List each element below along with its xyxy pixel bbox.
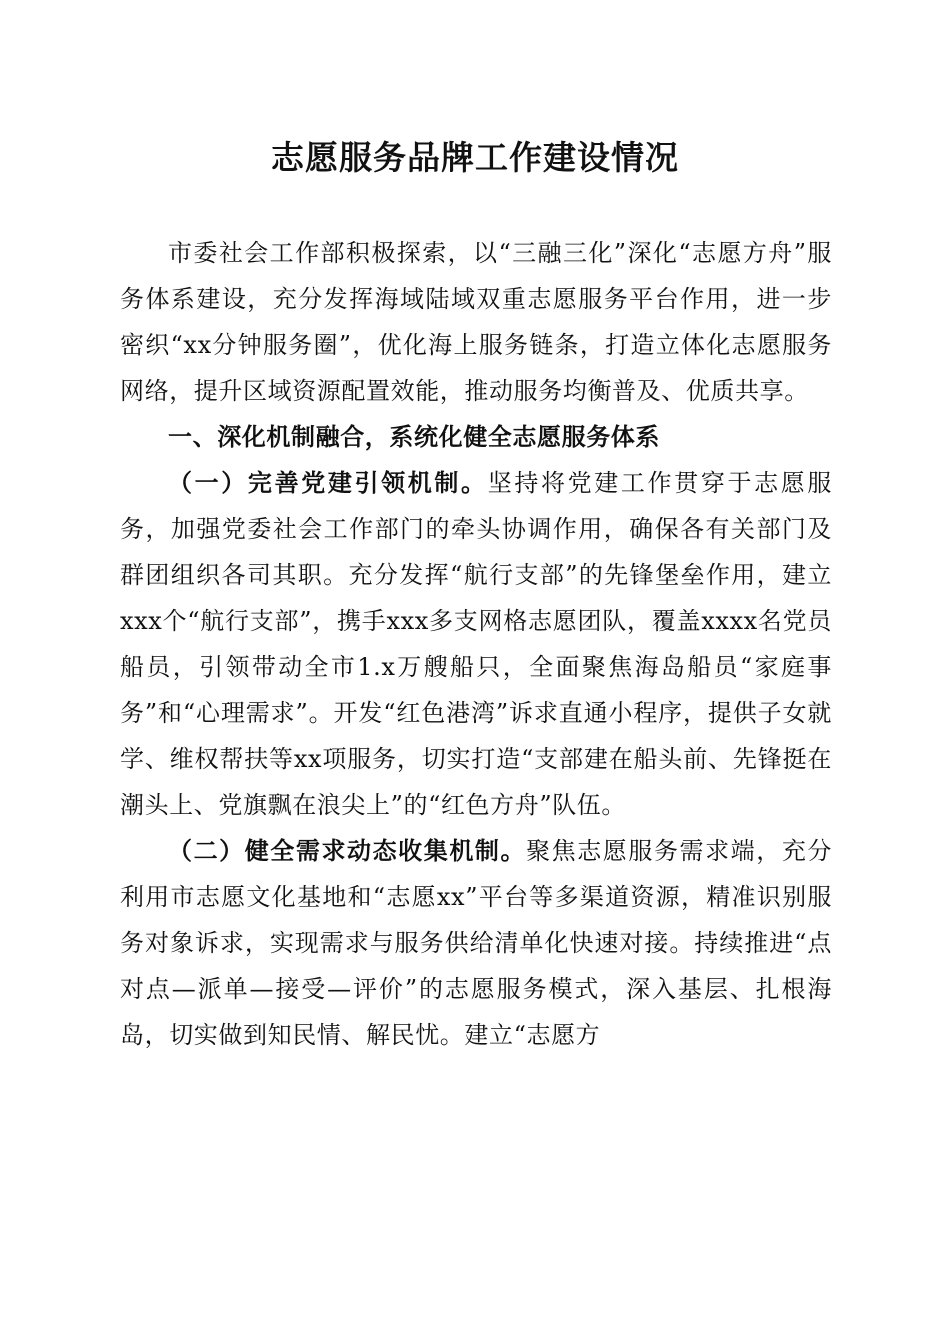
paragraph-item-2 xyxy=(120,828,832,1058)
item-2-lead: （二）健全需求动态收集机制。 xyxy=(168,836,527,865)
document-title: 志愿服务品牌工作建设情况 xyxy=(271,138,679,177)
section-heading-1: 一、深化机制融合，系统化健全志愿服务体系 xyxy=(168,423,660,451)
item-2-text: 聚焦志愿服务需求端，充分利用市志愿文化基地和“志愿xx”平台等多渠道资源，精准识别服务对象诉求，实现需求与服务供给清单化快速对接。持续推进“点对点—派单—接受—评价”的志愿服务模式，深入基层、扎根海岛，切实做到知民情、解民忧。建立“志愿方 xyxy=(120,837,832,1049)
item-1-text: 坚持将党建工作贯穿于志愿服务，加强党委社会工作部门的牵头协调作用，确保各有关部门及群团组织各司其职。充分发挥“航行支部”的先锋堡垒作用，建立xxx个“航行支部”，携手xxx多支网格志愿团队，覆盖xxxx名党员船员，引领带动全市1.x万艘船只，全面聚焦海岛船员“家庭事务”和“心理需求”。开发“红色港湾”诉求直通小程序，提供子女就学、维权帮扶等xx项服务，切实打造“支部建在船头前、先锋挺在潮头上、党旗飘在浪尖上”的“红色方舟”队伍。 xyxy=(120,469,832,819)
document-body xyxy=(120,230,832,1058)
intro-paragraph: 市委社会工作部积极探索，以“三融三化”深化“志愿方舟”服务体系建设，充分发挥海域陆域双重志愿服务平台作用，进一步密织“xx分钟服务圈”，优化海上服务链条，打造立体化志愿服务网络，提升区域资源配置效能，推动服务均衡普及、优质共享。 xyxy=(120,239,832,405)
paragraph-item-1 xyxy=(120,460,832,828)
item-1-lead: （一）完善党建引领机制。 xyxy=(168,468,488,497)
